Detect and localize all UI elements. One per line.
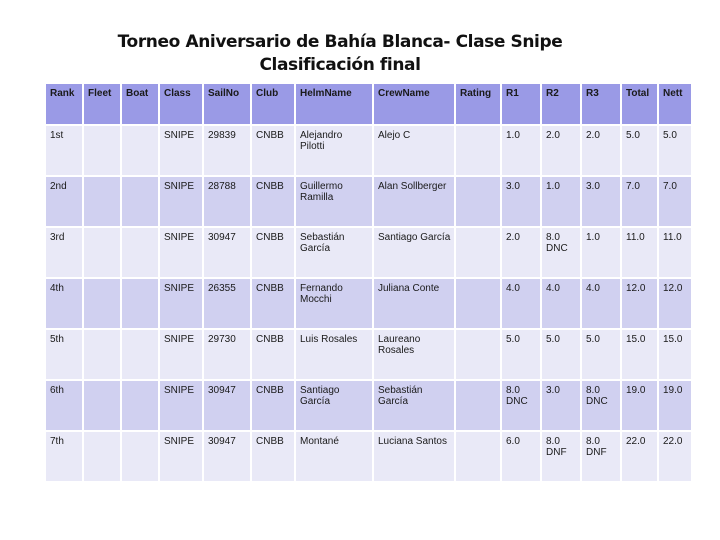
cell-crewname: Luciana Santos	[373, 431, 455, 482]
cell-rating	[455, 227, 501, 278]
cell-sailno: 30947	[203, 431, 251, 482]
table-row	[45, 125, 692, 176]
cell-r2: 3.0	[541, 380, 581, 431]
cell-r2: 5.0	[541, 329, 581, 380]
cell-r2: 1.0	[541, 176, 581, 227]
cell-boat	[121, 278, 159, 329]
cell-sailno: 30947	[203, 380, 251, 431]
cell-crewname: Alan Sollberger	[373, 176, 455, 227]
cell-crewname: Laureano Rosales	[373, 329, 455, 380]
cell-r2: 8.0 DNC	[541, 227, 581, 278]
column-header-rating: Rating	[455, 83, 501, 125]
cell-helmname: Alejandro Pilotti	[295, 125, 373, 176]
cell-crewname: Sebastián García	[373, 380, 455, 431]
table-header-row	[45, 83, 692, 125]
cell-nett: 22.0	[658, 431, 692, 482]
cell-fleet	[83, 227, 121, 278]
column-header-nett: Nett	[658, 83, 692, 125]
cell-rating	[455, 329, 501, 380]
cell-rating	[455, 380, 501, 431]
cell-rank: 2nd	[45, 176, 83, 227]
results-table	[44, 82, 693, 483]
cell-r2: 2.0	[541, 125, 581, 176]
cell-nett: 11.0	[658, 227, 692, 278]
cell-helmname: Santiago García	[295, 380, 373, 431]
cell-fleet	[83, 176, 121, 227]
cell-r2: 8.0 DNF	[541, 431, 581, 482]
cell-r3: 2.0	[581, 125, 621, 176]
cell-boat	[121, 125, 159, 176]
cell-r1: 2.0	[501, 227, 541, 278]
cell-r3: 3.0	[581, 176, 621, 227]
cell-helmname: Fernando Mocchi	[295, 278, 373, 329]
cell-crewname: Santiago García	[373, 227, 455, 278]
cell-helmname: Sebastián García	[295, 227, 373, 278]
table-row	[45, 431, 692, 482]
cell-total: 22.0	[621, 431, 658, 482]
cell-boat	[121, 176, 159, 227]
cell-rank: 7th	[45, 431, 83, 482]
column-header-r1: R1	[501, 83, 541, 125]
column-header-class: Class	[159, 83, 203, 125]
table-row	[45, 380, 692, 431]
cell-r3: 4.0	[581, 278, 621, 329]
cell-crewname: Alejo C	[373, 125, 455, 176]
cell-r3: 8.0 DNF	[581, 431, 621, 482]
cell-total: 12.0	[621, 278, 658, 329]
cell-club: CNBB	[251, 227, 295, 278]
column-header-helmname: HelmName	[295, 83, 373, 125]
cell-club: CNBB	[251, 278, 295, 329]
cell-nett: 15.0	[658, 329, 692, 380]
cell-r3: 5.0	[581, 329, 621, 380]
cell-r1: 4.0	[501, 278, 541, 329]
cell-sailno: 29839	[203, 125, 251, 176]
cell-club: CNBB	[251, 176, 295, 227]
cell-club: CNBB	[251, 380, 295, 431]
cell-rank: 4th	[45, 278, 83, 329]
column-header-total: Total	[621, 83, 658, 125]
cell-sailno: 28788	[203, 176, 251, 227]
cell-total: 15.0	[621, 329, 658, 380]
cell-rank: 5th	[45, 329, 83, 380]
cell-rank: 3rd	[45, 227, 83, 278]
cell-rating	[455, 431, 501, 482]
cell-club: CNBB	[251, 125, 295, 176]
cell-nett: 12.0	[658, 278, 692, 329]
cell-nett: 5.0	[658, 125, 692, 176]
cell-total: 7.0	[621, 176, 658, 227]
cell-helmname: Montané	[295, 431, 373, 482]
cell-sailno: 30947	[203, 227, 251, 278]
cell-class: SNIPE	[159, 176, 203, 227]
cell-sailno: 26355	[203, 278, 251, 329]
column-header-sailno: SailNo	[203, 83, 251, 125]
table-row	[45, 227, 692, 278]
column-header-r2: R2	[541, 83, 581, 125]
cell-r3: 8.0 DNC	[581, 380, 621, 431]
cell-nett: 19.0	[658, 380, 692, 431]
cell-class: SNIPE	[159, 329, 203, 380]
cell-fleet	[83, 278, 121, 329]
cell-class: SNIPE	[159, 431, 203, 482]
column-header-club: Club	[251, 83, 295, 125]
document-title: Torneo Aniversario de Bahía Blanca- Clase Snipe	[117, 32, 563, 52]
cell-crewname: Juliana Conte	[373, 278, 455, 329]
cell-fleet	[83, 431, 121, 482]
table-row	[45, 329, 692, 380]
column-header-rank: Rank	[45, 83, 83, 125]
cell-r1: 3.0	[501, 176, 541, 227]
cell-fleet	[83, 380, 121, 431]
cell-rank: 6th	[45, 380, 83, 431]
table-body	[45, 125, 692, 482]
cell-class: SNIPE	[159, 125, 203, 176]
cell-fleet	[83, 329, 121, 380]
column-header-boat: Boat	[121, 83, 159, 125]
cell-r1: 5.0	[501, 329, 541, 380]
cell-sailno: 29730	[203, 329, 251, 380]
cell-rating	[455, 176, 501, 227]
column-header-r3: R3	[581, 83, 621, 125]
cell-total: 11.0	[621, 227, 658, 278]
cell-r1: 8.0 DNC	[501, 380, 541, 431]
cell-total: 5.0	[621, 125, 658, 176]
cell-r1: 6.0	[501, 431, 541, 482]
table-row	[45, 278, 692, 329]
cell-club: CNBB	[251, 431, 295, 482]
cell-club: CNBB	[251, 329, 295, 380]
cell-nett: 7.0	[658, 176, 692, 227]
cell-helmname: Luis Rosales	[295, 329, 373, 380]
table-row	[45, 176, 692, 227]
cell-class: SNIPE	[159, 278, 203, 329]
cell-rating	[455, 125, 501, 176]
cell-class: SNIPE	[159, 227, 203, 278]
column-header-crewname: CrewName	[373, 83, 455, 125]
cell-r3: 1.0	[581, 227, 621, 278]
cell-boat	[121, 431, 159, 482]
cell-total: 19.0	[621, 380, 658, 431]
cell-r2: 4.0	[541, 278, 581, 329]
cell-helmname: Guillermo Ramilla	[295, 176, 373, 227]
cell-fleet	[83, 125, 121, 176]
cell-boat	[121, 329, 159, 380]
cell-boat	[121, 227, 159, 278]
cell-r1: 1.0	[501, 125, 541, 176]
column-header-fleet: Fleet	[83, 83, 121, 125]
cell-rating	[455, 278, 501, 329]
cell-class: SNIPE	[159, 380, 203, 431]
document-subtitle: Clasificación final	[259, 55, 421, 75]
cell-rank: 1st	[45, 125, 83, 176]
cell-boat	[121, 380, 159, 431]
